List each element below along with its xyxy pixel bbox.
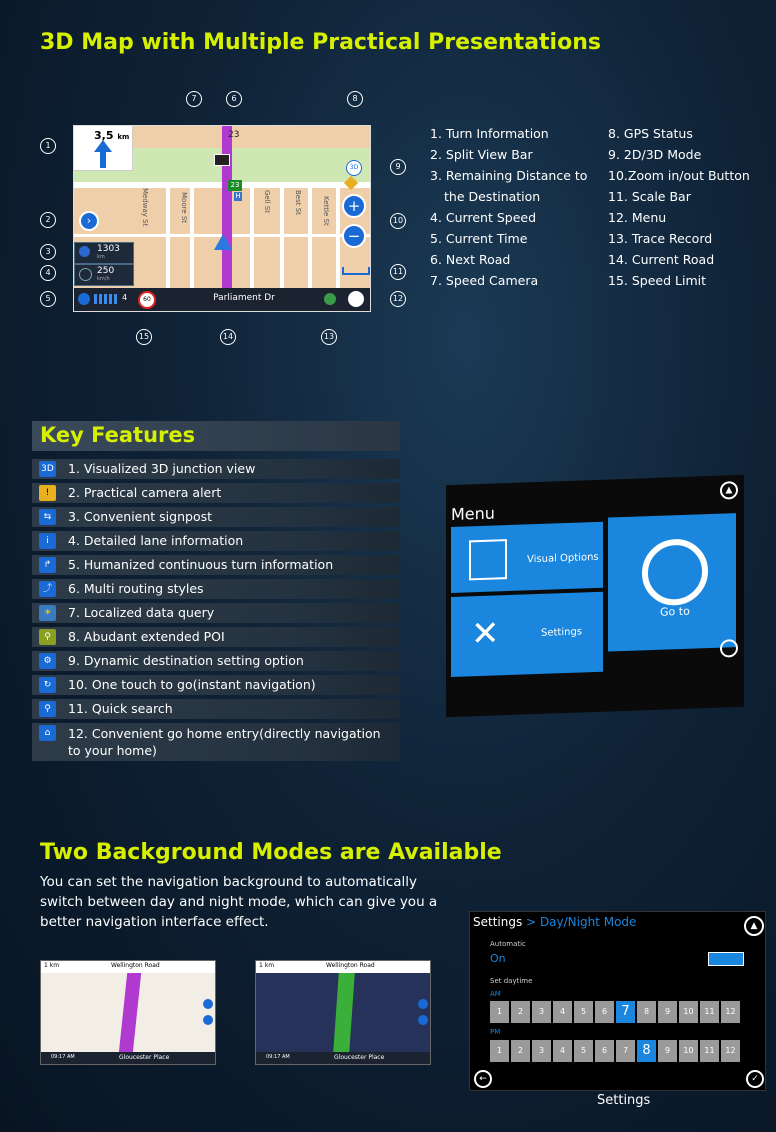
search-icon: ⚲ <box>39 701 56 717</box>
map-bottom-bar <box>74 288 370 311</box>
pm-hour-cell[interactable]: 4 <box>553 1040 572 1062</box>
turn-distance: 3,5 <box>94 129 114 142</box>
breadcrumb-root[interactable]: Settings <box>473 915 523 929</box>
pm-hour-cell[interactable]: 11 <box>700 1040 719 1062</box>
feature-label: 5. Humanized continuous turn information <box>68 557 334 572</box>
gear-icon: ⚙ <box>39 653 56 669</box>
trace-record-icon[interactable] <box>324 293 336 305</box>
legend-item: 10.Zoom in/out Button <box>608 168 750 183</box>
position-arrow-icon <box>214 234 232 250</box>
marker-badge: H <box>235 192 241 200</box>
legend-item: 13. Trace Record <box>608 231 713 246</box>
feature-row <box>32 483 400 503</box>
warning-icon: ! <box>39 485 56 501</box>
set-daytime-label: Set daytime <box>490 977 533 985</box>
speed-limit-sign: 60 <box>138 291 156 309</box>
legend-item: 9. 2D/3D Mode <box>608 147 702 162</box>
section3-description: You can set the navigation background to automatically switch between day and night mode, which can give you a better navigation interface effect. <box>40 874 438 930</box>
callout-8: 8 <box>347 91 363 107</box>
distance-icon <box>79 246 90 257</box>
automatic-value: On <box>490 952 506 965</box>
confirm-button[interactable]: ✓ <box>746 1070 764 1088</box>
feature-row <box>32 459 400 479</box>
zoom-out-button[interactable]: − <box>342 224 366 248</box>
route-line <box>119 973 141 1053</box>
callout-3: 3 <box>40 244 56 260</box>
scale-bar <box>342 267 370 275</box>
remaining-distance: 1303 <box>97 244 120 254</box>
callout-13: 13 <box>321 329 337 345</box>
feature-label: 4. Detailed lane information <box>68 533 244 548</box>
next-road-number: 23 <box>228 130 240 140</box>
am-hour-cell[interactable]: 12 <box>721 1001 740 1023</box>
thumb-scale: 1 km <box>259 962 275 969</box>
home-icon: ⌂ <box>39 725 56 741</box>
pm-hour-cell[interactable]: 9 <box>658 1040 677 1062</box>
feature-row <box>32 699 400 719</box>
feature-label: 8. Abudant extended POI <box>68 629 225 644</box>
route-line <box>333 973 355 1053</box>
map-road <box>250 182 254 292</box>
volume-icon[interactable] <box>78 293 90 305</box>
feature-label: 7. Localized data query <box>68 605 215 620</box>
zoom-in-button[interactable]: + <box>342 194 366 218</box>
settings-caption: Settings <box>597 1093 651 1108</box>
am-hour-cell[interactable]: 10 <box>679 1001 698 1023</box>
legend-item: 7. Speed Camera <box>430 273 539 288</box>
callout-5: 5 <box>40 291 56 307</box>
legend-item: 6. Next Road <box>430 252 511 267</box>
feature-label: 2. Practical camera alert <box>68 485 222 500</box>
pm-label: PM <box>490 1028 501 1036</box>
am-hour-cell[interactable]: 3 <box>532 1001 551 1023</box>
map-road <box>336 182 340 292</box>
feature-label: 3. Convenient signpost <box>68 509 213 524</box>
breadcrumb-page: Day/Night Mode <box>539 915 637 929</box>
feature-row <box>32 507 400 527</box>
current-speed-unit: km/h <box>97 276 110 282</box>
legend-item: 11. Scale Bar <box>608 189 691 204</box>
pm-hour-cell[interactable]: 2 <box>511 1040 530 1062</box>
callout-10: 10 <box>390 213 406 229</box>
section1-title: 3D Map with Multiple Practical Presentations <box>40 30 601 55</box>
poi-icon: ⚲ <box>39 629 56 645</box>
back-button[interactable]: ← <box>474 1070 492 1088</box>
legend-item: 15. Speed Limit <box>608 273 706 288</box>
map-road <box>190 182 194 292</box>
am-hour-cell[interactable]: 8 <box>637 1001 656 1023</box>
legend-item: 8. GPS Status <box>608 126 693 141</box>
mode-2d3d-button[interactable]: 3D <box>346 160 362 176</box>
current-road-name: Parliament Dr <box>213 293 275 303</box>
feature-label: 1. Visualized 3D junction view <box>68 461 256 476</box>
legend-item: 5. Current Time <box>430 231 528 246</box>
zoom-in-button <box>418 999 428 1009</box>
pm-hour-cell[interactable]: 3 <box>532 1040 551 1062</box>
callout-9: 9 <box>390 159 406 175</box>
feature-row <box>32 675 400 695</box>
turn-arrow-stem <box>100 150 106 168</box>
feature-row <box>32 651 400 671</box>
feature-label: 10. One touch to go(instant navigation) <box>68 677 316 692</box>
map-road <box>280 182 284 292</box>
junction-badge: 23 <box>228 180 242 191</box>
legend-item: 14. Current Road <box>608 252 715 267</box>
callout-7: 7 <box>186 91 202 107</box>
key-features-header <box>32 421 400 451</box>
am-hour-cell[interactable]: 1 <box>490 1001 509 1023</box>
split-view-button[interactable]: › <box>79 211 99 231</box>
map-road <box>308 182 312 292</box>
night-mode-thumbnail <box>255 960 431 1065</box>
am-hour-cell[interactable]: 11 <box>700 1001 719 1023</box>
feature-row <box>32 723 400 761</box>
section3-title: Two Background Modes are Available <box>40 840 502 865</box>
pm-hour-cell[interactable]: 6 <box>595 1040 614 1062</box>
turn-icon: ↱ <box>39 557 56 573</box>
zoom-in-button <box>203 999 213 1009</box>
feature-row <box>32 603 400 623</box>
legend-item: 1. Turn Information <box>430 126 549 141</box>
callout-1: 1 <box>40 138 56 154</box>
day-night-settings-screen <box>469 911 766 1091</box>
street-label: Gell St <box>263 190 271 214</box>
remaining-distance-unit: km <box>97 254 105 260</box>
am-hour-cell[interactable]: 6 <box>595 1001 614 1023</box>
pm-hour-cell[interactable]: 10 <box>679 1040 698 1062</box>
automatic-toggle[interactable] <box>708 952 744 966</box>
signpost-icon: ⇆ <box>39 509 56 525</box>
am-hour-cell[interactable]: 2 <box>511 1001 530 1023</box>
callout-6: 6 <box>226 91 242 107</box>
thumb-time: 09:17 AM <box>51 1054 75 1060</box>
turn-unit: km <box>117 133 130 141</box>
feature-row <box>32 579 400 599</box>
feature-label: 11. Quick search <box>68 701 173 716</box>
legend-item: the Destination <box>444 189 541 204</box>
go-to-icon <box>642 538 708 606</box>
day-mode-thumbnail <box>40 960 216 1065</box>
am-hour-cell[interactable]: 5 <box>574 1001 593 1023</box>
map-road <box>166 182 170 292</box>
am-label: AM <box>490 990 501 998</box>
remaining-distance-box <box>74 242 134 264</box>
data-icon: ☀ <box>39 605 56 621</box>
routing-icon: ⤴ <box>39 581 56 597</box>
breadcrumb-separator: > <box>526 915 537 929</box>
callout-4: 4 <box>40 265 56 281</box>
visual-options-label: Visual Options <box>527 551 599 566</box>
thumb-road-top: Wellington Road <box>111 962 160 969</box>
thumb-scale: 1 km <box>44 962 60 969</box>
map-icon <box>469 539 507 580</box>
thumb-time: 09:17 AM <box>266 1054 290 1060</box>
turn-info-box <box>74 126 133 171</box>
go-icon: ↻ <box>39 677 56 693</box>
zoom-out-button <box>418 1015 428 1025</box>
map-view[interactable] <box>73 125 371 312</box>
signal-value: 4 <box>122 293 128 302</box>
settings-tile[interactable] <box>451 592 603 677</box>
legend-left <box>430 123 587 291</box>
3d-icon: 3D <box>39 461 56 477</box>
power-icon[interactable] <box>720 639 738 658</box>
pm-hour-cell[interactable]: 5 <box>574 1040 593 1062</box>
legend-item: 4. Current Speed <box>430 210 537 225</box>
street-label: Kettle St <box>322 196 330 226</box>
thumb-road-bottom: Gloucester Place <box>334 1054 385 1061</box>
signal-bars <box>94 294 118 304</box>
pm-hour-cell-selected[interactable]: 8 <box>637 1040 656 1062</box>
pm-hour-cell[interactable]: 7 <box>616 1040 635 1062</box>
callout-15: 15 <box>136 329 152 345</box>
callout-11: 11 <box>390 264 406 280</box>
legend-item: 12. Menu <box>608 210 667 225</box>
feature-label: 6. Multi routing styles <box>68 581 204 596</box>
navigation-arrow-icon[interactable]: ▲ <box>744 916 764 936</box>
go-to-tile[interactable] <box>608 513 736 651</box>
street-label: Best St <box>294 190 302 215</box>
feature-row <box>32 627 400 647</box>
speedometer-icon <box>79 268 92 281</box>
speed-camera-icon <box>214 154 230 166</box>
legend-item: 2. Split View Bar <box>430 147 533 162</box>
callout-12: 12 <box>390 291 406 307</box>
tools-icon: ✕ <box>471 613 500 655</box>
pm-hour-cell[interactable]: 12 <box>721 1040 740 1062</box>
thumb-road-bottom: Gloucester Place <box>119 1054 170 1061</box>
callout-14: 14 <box>220 329 236 345</box>
menu-title: Menu <box>451 503 495 525</box>
visual-options-tile[interactable] <box>451 522 603 593</box>
breadcrumb <box>473 915 636 929</box>
feature-label: 9. Dynamic destination setting option <box>68 653 304 668</box>
key-features-title: Key Features <box>40 423 196 447</box>
automatic-label: Automatic <box>490 940 526 948</box>
navigation-arrow-icon[interactable]: ▲ <box>720 481 738 500</box>
feature-row <box>32 531 400 551</box>
feature-label: 12. Convenient go home entry(directly navigation to your home) <box>68 726 381 758</box>
legend-item: 3. Remaining Distance to <box>430 168 588 183</box>
zoom-out-button <box>203 1015 213 1025</box>
current-speed: 250 <box>97 266 115 276</box>
pm-hour-cell[interactable]: 1 <box>490 1040 509 1062</box>
info-icon: i <box>39 533 56 549</box>
callout-2: 2 <box>40 212 56 228</box>
current-speed-box <box>74 264 134 286</box>
thumb-road-top: Wellington Road <box>326 962 375 969</box>
menu-screen <box>446 475 744 717</box>
street-label: Moore St <box>180 192 188 224</box>
feature-row <box>32 555 400 575</box>
am-hour-cell-selected[interactable]: 7 <box>616 1001 635 1023</box>
menu-button[interactable] <box>348 291 364 307</box>
street-label: Medway St <box>141 188 149 227</box>
go-to-label: Go to <box>660 604 690 619</box>
am-hour-cell[interactable]: 4 <box>553 1001 572 1023</box>
am-hour-cell[interactable]: 9 <box>658 1001 677 1023</box>
legend-right <box>608 123 750 291</box>
settings-label: Settings <box>541 626 583 639</box>
